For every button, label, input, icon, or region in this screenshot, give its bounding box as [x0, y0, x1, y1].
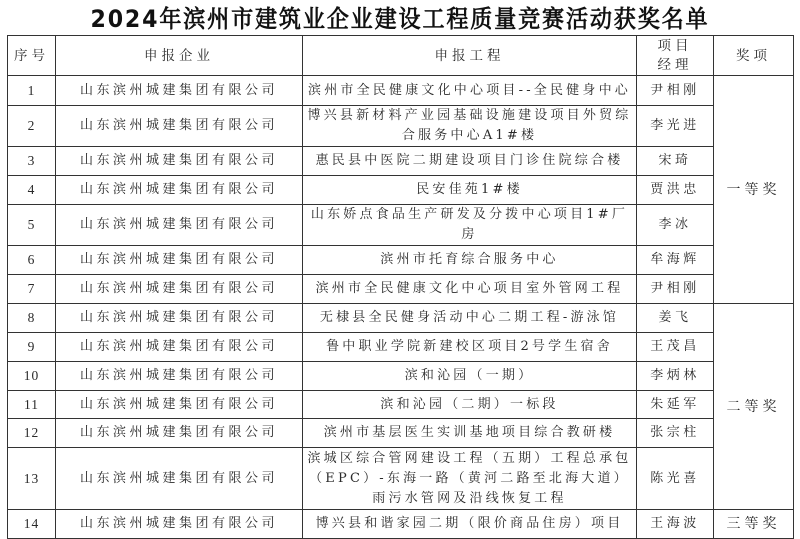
- table-row: [8, 304, 794, 333]
- row-manager: 陈光喜: [637, 448, 714, 510]
- row-manager: 李炳林: [637, 362, 714, 391]
- row-index: 5: [8, 205, 56, 246]
- row-company: 山东滨州城建集团有限公司: [56, 419, 303, 448]
- row-manager: 王海波: [637, 510, 714, 539]
- row-company: 山东滨州城建集团有限公司: [56, 333, 303, 362]
- row-manager: 尹相刚: [637, 275, 714, 304]
- row-manager: 王茂昌: [637, 333, 714, 362]
- row-manager: 尹相刚: [637, 76, 714, 106]
- row-manager: 宋琦: [637, 147, 714, 176]
- row-index: 12: [8, 419, 56, 448]
- row-project: 博兴县和谐家园二期（限价商品住房）项目: [303, 510, 637, 539]
- row-project: 山东娇点食品生产研发及分拨中心项目1#厂房: [303, 205, 637, 246]
- table-row: [8, 448, 794, 510]
- row-index: 8: [8, 304, 56, 333]
- row-company: 山东滨州城建集团有限公司: [56, 205, 303, 246]
- row-project: 滨州市托育综合服务中心: [303, 246, 637, 275]
- header-manager-line1: 项目: [657, 37, 693, 54]
- row-project: 民安佳苑1#楼: [303, 176, 637, 205]
- row-company: 山东滨州城建集团有限公司: [56, 176, 303, 205]
- row-manager: 牟海辉: [637, 246, 714, 275]
- row-project: 滨和沁园（一期）: [303, 362, 637, 391]
- row-company: 山东滨州城建集团有限公司: [56, 76, 303, 106]
- row-index: 1: [8, 76, 56, 106]
- row-company: 山东滨州城建集团有限公司: [56, 448, 303, 510]
- row-manager: 李光进: [637, 106, 714, 147]
- header-index: 序号: [8, 36, 56, 76]
- row-project: 滨和沁园（二期）一标段: [303, 391, 637, 419]
- row-index: 10: [8, 362, 56, 391]
- header-manager-line2: 经理: [657, 56, 693, 73]
- award-second-prize: 二等奖: [714, 304, 794, 510]
- row-index: 4: [8, 176, 56, 205]
- table-row: [8, 391, 794, 419]
- table-row: [8, 362, 794, 391]
- row-index: 11: [8, 391, 56, 419]
- table-row: [8, 275, 794, 304]
- row-project: 滨州市全民健康文化中心项目--全民健身中心: [303, 76, 637, 106]
- row-project: 无棣县全民健身活动中心二期工程-游泳馆: [303, 304, 637, 333]
- row-company: 山东滨州城建集团有限公司: [56, 304, 303, 333]
- row-company: 山东滨州城建集团有限公司: [56, 246, 303, 275]
- award-table: [7, 35, 794, 539]
- table-row: [8, 176, 794, 205]
- row-project: 滨城区综合管网建设工程（五期）工程总承包（EPC）-东海一路（黄河二路至北海大道）雨污水管网及沿线恢复工程: [303, 448, 637, 510]
- table-row: [8, 510, 794, 539]
- row-index: 9: [8, 333, 56, 362]
- table-row: [8, 205, 794, 246]
- table-row: [8, 246, 794, 275]
- row-index: 2: [8, 106, 56, 147]
- row-project: 滨州市基层医生实训基地项目综合教研楼: [303, 419, 637, 448]
- row-manager: 贾洪忠: [637, 176, 714, 205]
- award-first-prize: 一等奖: [714, 76, 794, 304]
- row-manager: 李冰: [637, 205, 714, 246]
- table-row: [8, 333, 794, 362]
- table-row: [8, 76, 794, 106]
- row-company: 山东滨州城建集团有限公司: [56, 106, 303, 147]
- row-index: 14: [8, 510, 56, 539]
- row-company: 山东滨州城建集团有限公司: [56, 147, 303, 176]
- row-company: 山东滨州城建集团有限公司: [56, 510, 303, 539]
- table-row: [8, 106, 794, 147]
- header-project: 申报工程: [303, 36, 637, 76]
- table-header-row: [8, 36, 794, 76]
- header-company: 申报企业: [56, 36, 303, 76]
- header-manager: [637, 36, 714, 76]
- award-third-prize: 三等奖: [714, 510, 794, 539]
- document-title: 2024年滨州市建筑业企业建设工程质量竞赛活动获奖名单: [90, 5, 710, 33]
- row-index: 6: [8, 246, 56, 275]
- row-company: 山东滨州城建集团有限公司: [56, 362, 303, 391]
- row-index: 7: [8, 275, 56, 304]
- header-award: 奖项: [714, 36, 794, 76]
- row-manager: 朱延军: [637, 391, 714, 419]
- table-row: [8, 147, 794, 176]
- row-manager: 姜飞: [637, 304, 714, 333]
- row-project: 滨州市全民健康文化中心项目室外管网工程: [303, 275, 637, 304]
- row-index: 3: [8, 147, 56, 176]
- row-project: 博兴县新材料产业园基础设施建设项目外贸综合服务中心A1#楼: [303, 106, 637, 147]
- row-project: 鲁中职业学院新建校区项目2号学生宿舍: [303, 333, 637, 362]
- row-company: 山东滨州城建集团有限公司: [56, 275, 303, 304]
- row-index: 13: [8, 448, 56, 510]
- row-project: 惠民县中医院二期建设项目门诊住院综合楼: [303, 147, 637, 176]
- row-company: 山东滨州城建集团有限公司: [56, 391, 303, 419]
- row-manager: 张宗柱: [637, 419, 714, 448]
- table-row: [8, 419, 794, 448]
